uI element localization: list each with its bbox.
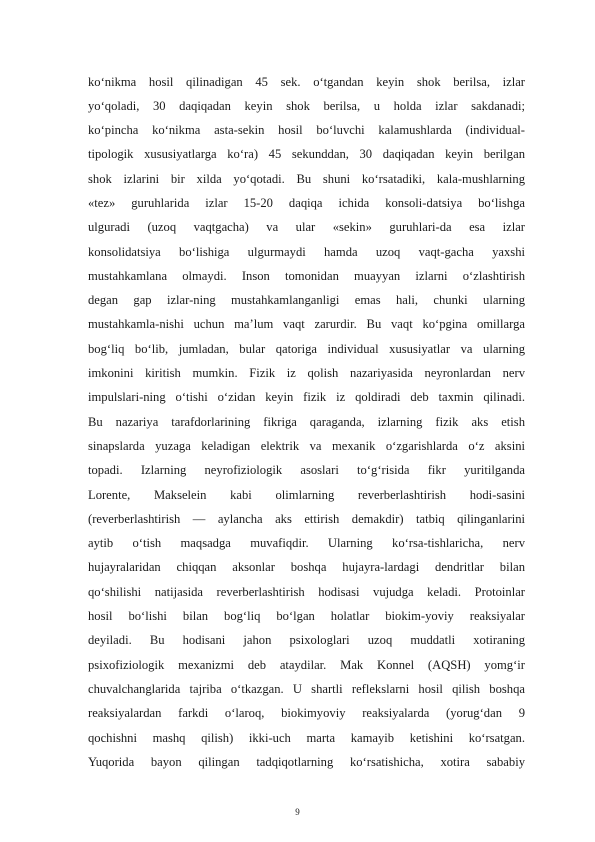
text-line: qo‘shilishi natijasida reverberlashtirish hodisasi vujudga keladi. Protoinlar: [88, 584, 525, 599]
text-line: topadi. Izlarning neyrofiziologik asoslari to‘g‘risida fikr yuritilganda: [88, 463, 525, 478]
text-line: «tez» guruhlarida izlar 15-20 daqiqa ichida konsoli-datsiya bo‘lishga: [88, 195, 525, 210]
text-line: konsolidatsiya bo‘lishiga ulgurmaydi hamda uzoq vaqt-gacha yaxshi: [88, 244, 525, 259]
text-line: mustahkamlana olmaydi. Inson tomonidan muayyan izlarni o‘zlashtirish: [88, 268, 525, 283]
text-line: deyiladi. Bu hodisani jahon psixologlari uzoq muddatli xotiraning: [88, 633, 525, 648]
text-line: qochishni mashq qilish) ikki-uch marta kamayib ketishini ko‘rsatgan.: [88, 730, 525, 745]
text-line: (reverberlashtirish — aylancha aks ettirish demakdir) tatbiq qilinganlarini: [88, 511, 525, 526]
text-line: mustahkamla-nishi uchun ma’lum vaqt zarurdir. Bu vaqt ko‘pgina omillarga: [88, 317, 525, 332]
text-line: Lorente, Makselein kabi olimlarning reverberlashtirish hodi-sasini: [88, 487, 525, 502]
text-line: ko‘nikma hosil qilinadigan 45 sek. o‘tgandan keyin shok berilsa, izlar: [88, 74, 525, 89]
text-line: Yuqorida bayon qilingan tadqiqotlarning ko‘rsatishicha, xotira sababiy: [88, 754, 525, 769]
text-line: bog‘liq bo‘lib, jumladan, bular qatoriga individual xususiyatlar va ularning: [88, 341, 525, 356]
text-line: shok izlarini bir xilda yo‘qotadi. Bu shuni ko‘rsatadiki, kala-mushlarning: [88, 171, 525, 186]
text-line: yo‘qoladi, 30 daqiqadan keyin shok berilsa, u holda izlar sakdanadi;: [88, 98, 525, 113]
text-line: chuvalchanglarida tajriba o‘tkazgan. U shartli reflekslarni hosil qilish boshqa: [88, 681, 525, 696]
text-line: reaksiyalardan farkdi o‘laroq, biokimyoviy reaksiyalarda (yorug‘dan 9: [88, 706, 525, 721]
text-line: impulslari-ning o‘tishi o‘zidan keyin fizik iz qoldiradi deb taxmin qilinadi.: [88, 390, 525, 405]
text-line: Bu nazariya tarafdorlarining fikriga qaraganda, izlarning fizik aks etish: [88, 414, 525, 429]
text-line: ko‘pincha ko‘nikma asta-sekin hosil bo‘luvchi kalamushlarda (individual-: [88, 123, 525, 138]
text-line: imkonini kiritish mumkin. Fizik iz qolish nazariyasida neyronlardan nerv: [88, 366, 525, 381]
text-line: hujayralaridan chiqqan aksonlar boshqa hujayra-lardagi dendritlar bilan: [88, 560, 525, 575]
text-line: tipologik xususiyatlarga ko‘ra) 45 sekunddan, 30 daqiqadan keyin berilgan: [88, 147, 525, 162]
body-text: [88, 70, 525, 775]
text-line: sinapslarda yuzaga keladigan elektrik va mexanik o‘zgarishlarda o‘z aksini: [88, 438, 525, 453]
text-line: ulguradi (uzoq vaqtgacha) va ular «sekin» guruhlari-da esa izlar: [88, 220, 525, 235]
text-line: degan gap izlar-ning mustahkamlanganligi emas hali, chunki ularning: [88, 293, 525, 308]
text-line: hosil bo‘lishi bilan bog‘liq bo‘lgan holatlar biokim-yoviy reaksiyalar: [88, 609, 525, 624]
page-number: 9: [295, 807, 300, 817]
text-line: aytib o‘tish maqsadga muvafiqdir. Ularning ko‘rsa-tishlaricha, nerv: [88, 536, 525, 551]
text-line: psixofiziologik mexanizmi deb ataydilar. Mak Konnel (AQSH) yomg‘ir: [88, 657, 525, 672]
